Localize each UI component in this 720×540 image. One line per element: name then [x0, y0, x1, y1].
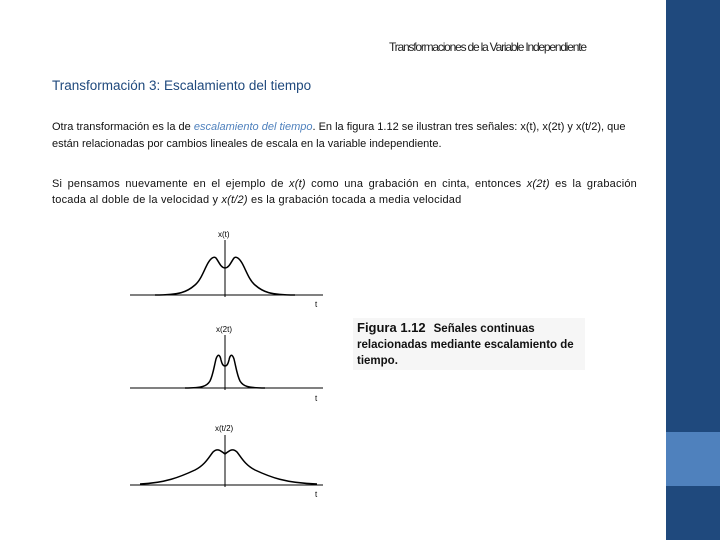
- paragraph-example-part4: es la grabación tocada a media velocidad: [247, 194, 462, 206]
- paragraph-example-part3: es la grabación tocada al doble de la velocidad y: [52, 178, 637, 206]
- plot-xt2-waveform: [140, 450, 317, 484]
- signal-xt: x(t): [289, 178, 306, 190]
- plot-x2t-axis-label: t: [315, 394, 318, 403]
- paragraph-example-part1: Si pensamos nuevamente en el ejemplo de: [52, 178, 290, 190]
- paragraph-example-part2: como una grabación en cinta, entonces: [305, 178, 527, 190]
- plot-xt-axis-label: t: [315, 300, 318, 309]
- signal-xt2: x(t/2): [221, 194, 248, 206]
- figure-caption-text: Señales continuas relacionadas mediante escalamiento de tiempo.: [357, 323, 574, 367]
- plot-xt2: [130, 424, 323, 499]
- figure-caption: [353, 318, 585, 370]
- section-title: Transformación 3: Escalamiento del tiempo: [52, 78, 312, 93]
- paragraph-intro-end: . En la figura 1.12 se ilustran tres señales: x(t), x(2t) y x(t/2), que están relacionadas por cambios lineales de escala en la variable independiente.: [52, 121, 626, 150]
- paragraph-intro-start: Otra transformación es la de: [52, 121, 194, 133]
- paragraph-example: [52, 176, 637, 208]
- signal-x2t: x(2t): [526, 178, 550, 190]
- plot-xt2-axis-label: t: [315, 490, 318, 499]
- figure-caption-label: Figura 1.12: [357, 320, 426, 335]
- paragraph-intro: [52, 119, 637, 153]
- plot-xt-label: x(t): [218, 230, 230, 239]
- paragraph-intro-emphasis: escalamiento del tiempo: [193, 121, 313, 133]
- plot-xt: [130, 230, 323, 309]
- plot-x2t-label: x(2t): [216, 325, 232, 334]
- signals-figure: [125, 225, 340, 505]
- plot-xt2-label: x(t/2): [215, 424, 234, 433]
- plot-x2t: [130, 325, 323, 403]
- sidebar-accent-block: [666, 432, 720, 486]
- page-header-title: Transformaciones de la Variable Independiente: [389, 40, 586, 54]
